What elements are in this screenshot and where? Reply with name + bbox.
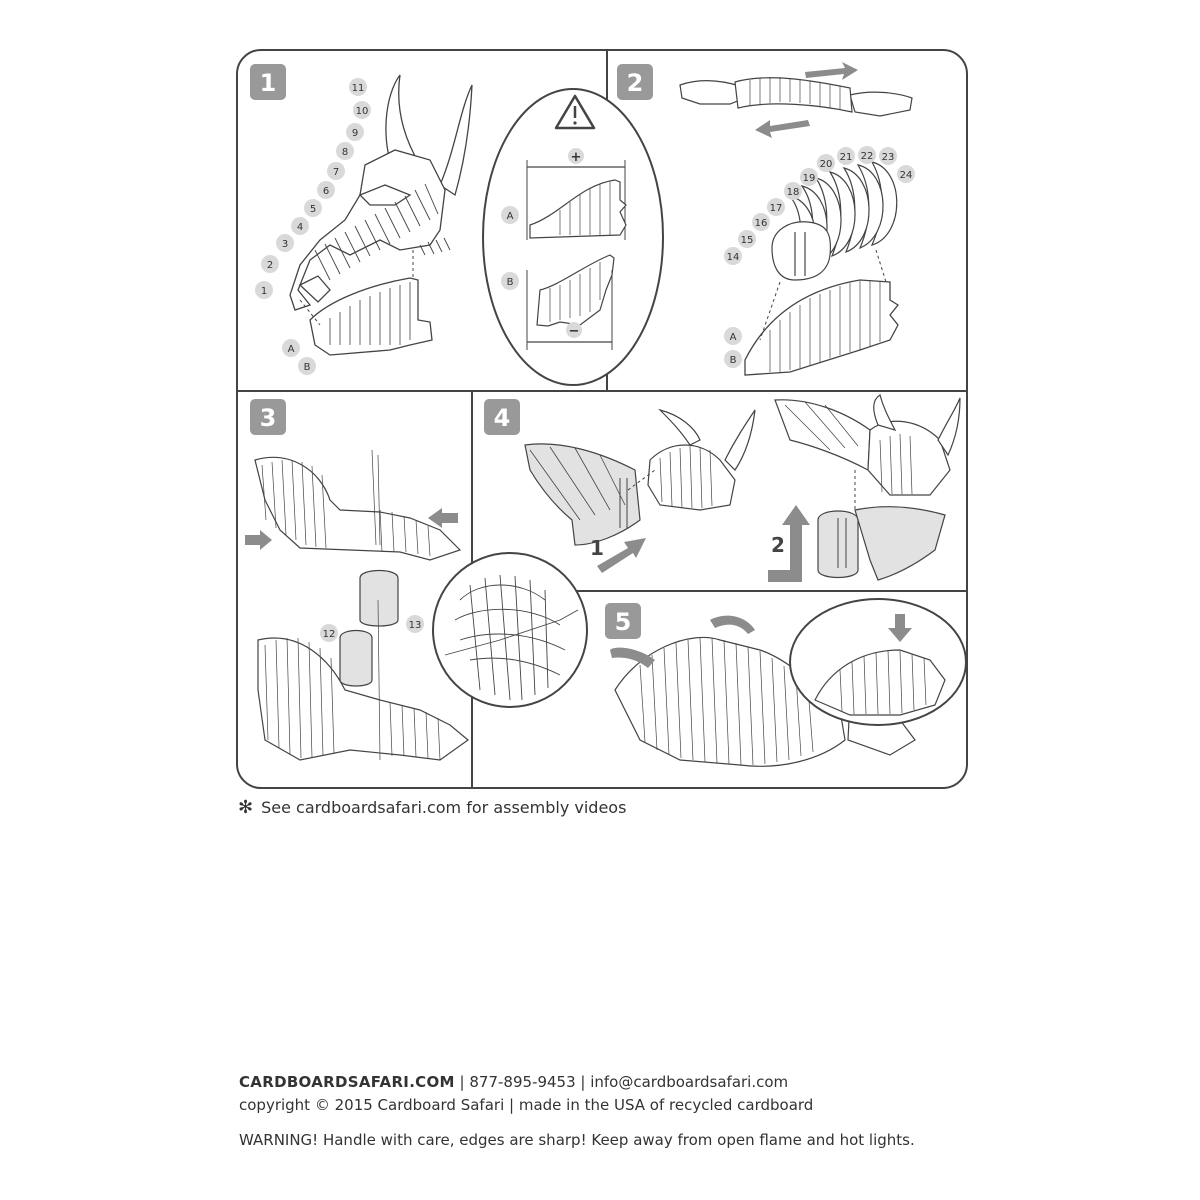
step-5-number: 5 [614, 608, 632, 636]
note-text: See cardboardsafari.com for assembly videos [261, 798, 627, 817]
step-3-number: 3 [259, 404, 277, 432]
hands-bending-illustration [680, 78, 912, 116]
step-5-panel [605, 599, 966, 766]
part-number: 23 [881, 152, 895, 163]
fold-arrow-icon [710, 616, 755, 634]
part-label: A [506, 211, 514, 222]
connector-piece-13 [360, 571, 398, 627]
fold-arrow-icon [610, 648, 655, 668]
assembly-videos-note [238, 797, 626, 818]
part-label: B [729, 355, 737, 366]
warning-line: WARNING! Handle with care, edges are sharp! Keep away from open flame and hot lights. [239, 1131, 915, 1149]
arrow-right-icon [245, 530, 272, 550]
step-1-number: 1 [259, 69, 277, 97]
step-3-detail-circle [433, 553, 587, 707]
segmented-body-illustration [769, 162, 897, 280]
copyright-line: copyright © 2015 Cardboard Safari | made in the USA of recycled cardboard [239, 1096, 814, 1114]
part-number: 12 [322, 629, 336, 640]
part-number: 8 [341, 147, 349, 158]
part-label: A [287, 344, 295, 355]
step-2-number: 2 [626, 69, 644, 97]
part-number: 18 [786, 187, 800, 198]
part-number: 14 [726, 252, 740, 263]
part-number: 24 [899, 170, 913, 181]
arrow-left-icon [755, 120, 810, 138]
contact-info: | 877-895-9453 | info@cardboardsafari.com [454, 1073, 789, 1091]
part-label: B [506, 277, 514, 288]
part-number: 1 [260, 286, 268, 297]
part-number: 11 [351, 83, 365, 94]
base-piece-step-2 [745, 280, 898, 375]
part-number: 21 [839, 152, 853, 163]
arrow-right-icon [805, 62, 858, 80]
part-number: 19 [802, 173, 816, 184]
brand-name: CARDBOARDSAFARI.COM [239, 1073, 455, 1091]
dragon-head-step-4b [775, 395, 960, 495]
connector-piece-12 [340, 631, 372, 687]
part-number: 6 [322, 186, 330, 197]
part-number: 5 [309, 204, 317, 215]
part-number: 17 [769, 203, 783, 214]
arrow-step-label: 2 [771, 533, 785, 557]
wing-piece-left [525, 444, 640, 545]
wing-piece-right [855, 507, 945, 580]
part-number: 22 [860, 151, 874, 162]
dragon-head-illustration [290, 75, 472, 310]
part-number: 16 [754, 218, 768, 229]
step-4-panel [484, 395, 960, 582]
step-1-panel [250, 64, 663, 385]
part-number: 9 [351, 128, 359, 139]
part-label: B [303, 362, 311, 373]
plus-sign: + [570, 150, 582, 165]
part-number: 20 [819, 159, 833, 170]
part-number: 10 [355, 106, 369, 117]
minus-sign: − [568, 324, 580, 339]
part-number: 4 [296, 222, 304, 233]
asterisk-icon: ✻ [238, 797, 254, 818]
part-number: 2 [266, 260, 274, 271]
arrow-step-label: 1 [590, 536, 604, 560]
arrow-left-icon [428, 508, 458, 528]
arrow-step-1-icon [597, 538, 646, 573]
part-number: 3 [281, 239, 289, 250]
part-number: 7 [332, 167, 340, 178]
footer-contact-line [239, 1073, 788, 1091]
part-number: 15 [740, 235, 754, 246]
step-4-number: 4 [493, 404, 511, 432]
part-number: 13 [408, 620, 422, 631]
part-label: A [729, 332, 737, 343]
